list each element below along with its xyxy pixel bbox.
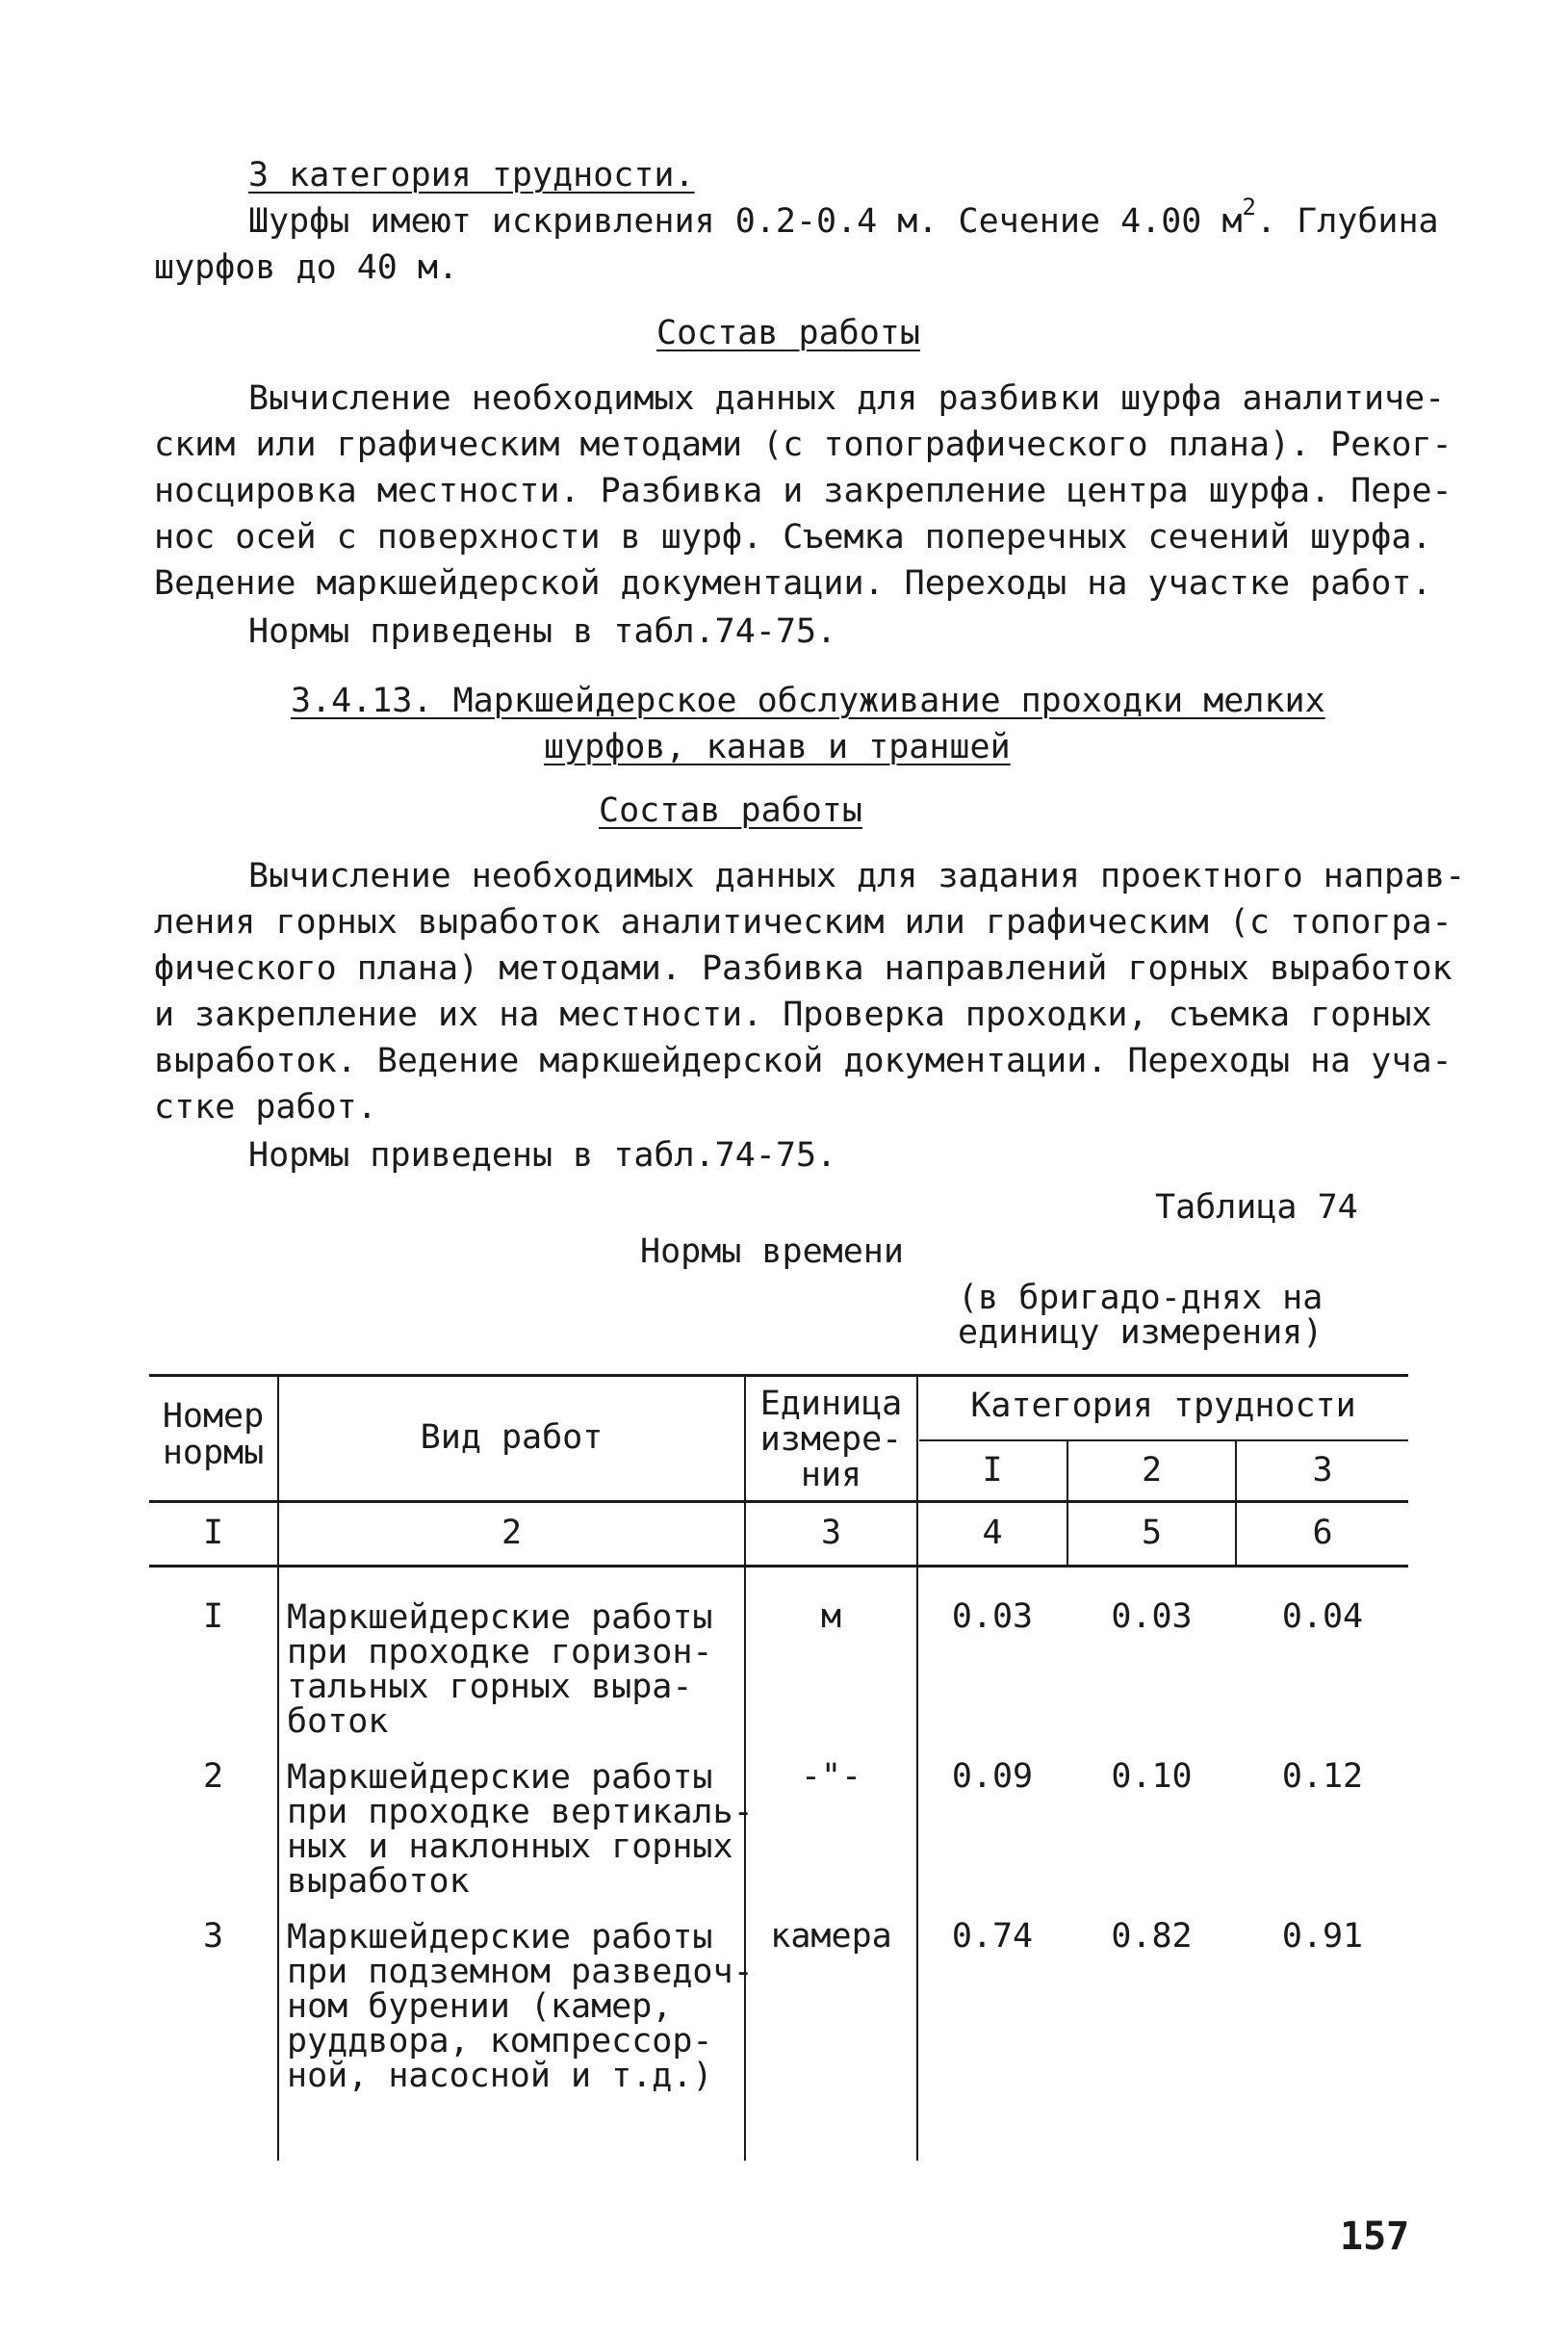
category-3-text-line-2: шурфов до 40 м. [154, 248, 459, 287]
work2-line-5: выработок. Ведение маркшейдерской документации. Переходы на уча- [154, 1042, 1452, 1080]
header-category-1: I [982, 1451, 1003, 1490]
superscript-2: 2 [1242, 194, 1256, 220]
section-title-line-2: шурфов, канав и траншей [544, 728, 1011, 766]
header-category-2: 2 [1141, 1451, 1163, 1490]
row-value-cat-3: 0.91 [1281, 1917, 1364, 1956]
column-number: 4 [982, 1514, 1003, 1552]
work1-line-2: ским или графическим методами (с топографического плана). Реког- [154, 426, 1452, 464]
row-unit: камера [770, 1917, 892, 1956]
work2-norms-reference: Нормы приведены в табл.74-75. [248, 1136, 837, 1175]
row-norm-number: I [202, 1597, 224, 1636]
header-norm-number-line-1: Номер [162, 1397, 265, 1436]
work-line: Маркшейдерские работы [287, 1758, 713, 1797]
column-number: I [202, 1514, 224, 1552]
table-category-rule [919, 1439, 1408, 1441]
table-units-line-1: (в бригадо-днях на [958, 1279, 1324, 1317]
work2-line-1: Вычисление необходимых данных для задания проектного направ- [248, 857, 1466, 895]
row-norm-number: 2 [202, 1757, 224, 1796]
row-work-description [287, 1600, 713, 1739]
table-label: Таблица 74 [1155, 1188, 1358, 1227]
header-category-3: 3 [1312, 1451, 1333, 1490]
work-line: тальных горных выра- [287, 1668, 693, 1706]
work-line: Маркшейдерские работы [287, 1918, 713, 1956]
work2-line-4: и закрепление их на местности. Проверка проходки, съемка горных [154, 996, 1432, 1034]
row-unit: м [820, 1597, 842, 1636]
work1-line-4: нос осей с поверхности в шурф. Съемка поперечных сечений шурфа. [154, 518, 1432, 557]
page-number: 157 [1340, 2215, 1410, 2259]
table-units-note [958, 1281, 1323, 1350]
category-3-text-line-1 [248, 194, 1439, 245]
work-line: боток [287, 1702, 389, 1741]
header-unit-line-1: Единица [759, 1385, 903, 1423]
header-unit-line-2: измере- [759, 1420, 903, 1459]
work-line: Маркшейдерские работы [287, 1598, 713, 1637]
category-3-heading: 3 категория трудности. [248, 156, 695, 194]
row-value-cat-2: 0.82 [1111, 1917, 1193, 1956]
row-value-cat-2: 0.03 [1111, 1597, 1193, 1636]
table-col-divider-1 [277, 1374, 279, 2161]
work-line: при проходке горизон- [287, 1633, 713, 1671]
row-value-cat-2: 0.10 [1111, 1757, 1193, 1796]
header-difficulty-category: Категория трудности [970, 1386, 1356, 1425]
work-line: ной, насосной и т.д.) [287, 2057, 713, 2095]
row-value-cat-1: 0.09 [951, 1757, 1034, 1796]
header-norm-number-line-2: нормы [162, 1434, 265, 1472]
work2-line-6: стке работ. [154, 1088, 377, 1127]
work-line: руддвора, компрессор- [287, 2022, 713, 2060]
column-number: 5 [1141, 1514, 1163, 1552]
header-norm-number [149, 1398, 277, 1471]
table-units-line-2: единицу измерения) [958, 1313, 1324, 1352]
row-norm-number: 3 [202, 1917, 224, 1956]
work-line: при проходке вертикаль- [287, 1793, 754, 1831]
category-3-text-a: Шурфы имеют искривления 0.2-0.4 м. Сечение 4.00 м [248, 202, 1243, 241]
table-colnum-rule [149, 1565, 1408, 1568]
work1-line-3: носцировка местности. Разбивка и закрепление центра шурфа. Пере- [154, 472, 1452, 510]
column-number: 2 [501, 1514, 523, 1552]
row-work-description [287, 1760, 754, 1899]
row-value-cat-3: 0.04 [1281, 1597, 1364, 1636]
row-work-description [287, 1920, 754, 2093]
table-header-rule [149, 1500, 1408, 1503]
row-unit: -"- [800, 1757, 862, 1796]
column-number: 6 [1312, 1514, 1333, 1552]
row-value-cat-3: 0.12 [1281, 1757, 1364, 1796]
work-line: ном бурении (камер, [287, 1987, 673, 2026]
header-unit-line-3: ния [800, 1456, 862, 1494]
row-value-cat-1: 0.74 [951, 1917, 1034, 1956]
work2-line-2: ления горных выработок аналитическим или графическим (с топогра- [154, 903, 1452, 942]
work1-line-1: Вычисление необходимых данных для разбивки шурфа аналитиче- [248, 379, 1446, 418]
work-composition-heading-2: Состав работы [599, 791, 862, 830]
table-top-rule [149, 1374, 1408, 1377]
header-unit [746, 1386, 916, 1493]
section-title-line-1: 3.4.13. Маркшейдерское обслуживание проходки мелких [291, 682, 1325, 720]
row-value-cat-1: 0.03 [951, 1597, 1034, 1636]
work2-line-3: фического плана) методами. Разбивка направлений горных выработок [154, 949, 1452, 988]
table-title: Нормы времени [640, 1232, 904, 1271]
category-3-text-b: . Глубина [1255, 202, 1439, 241]
work-line: выработок [287, 1862, 470, 1901]
work1-norms-reference: Нормы приведены в табл.74-75. [248, 612, 837, 651]
column-number: 3 [820, 1514, 842, 1552]
work-composition-heading-1: Состав работы [656, 314, 920, 352]
work-line: при подземном разведоч- [287, 1953, 754, 1991]
work-line: ных и наклонных горных [287, 1827, 733, 1866]
work1-line-5: Ведение маркшейдерской документации. Переходы на участке работ. [154, 564, 1432, 603]
header-work-type: Вид работ [420, 1418, 604, 1457]
